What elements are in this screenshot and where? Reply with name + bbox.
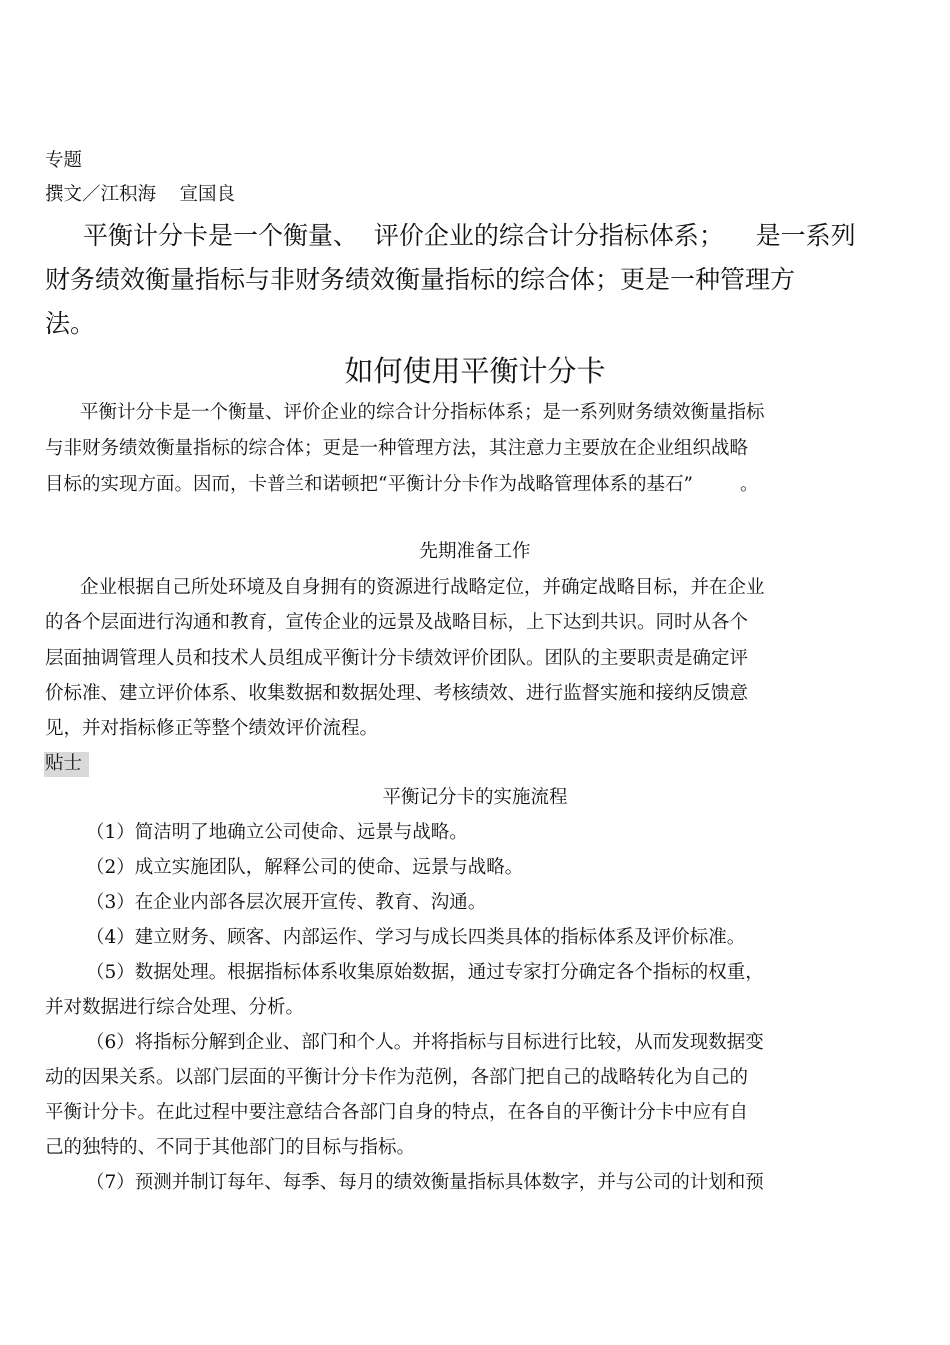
intro-line: 平衡计分卡是一个衡量、评价企业的综合计分指标体系；是一系列财务绩效衡量指标 [80,402,765,423]
category-label: 专题 [45,150,83,171]
prep-line: 价标准、建立评价体系、收集数据和数据处理、考核绩效、进行监督实施和接纳反馈意 [45,683,749,704]
article-title: 如何使用平衡计分卡 [344,354,606,388]
process-step-cont: 并对数据进行综合处理、分析。 [45,997,305,1018]
process-step-cont: 平衡计分卡。在此过程中要注意结合各部门自身的特点，在各自的平衡计分卡中应有自 [45,1102,749,1123]
lead-line: 平衡计分卡是一个衡量、 评价企业的综合计分指标体系； 是一系列 [83,221,856,250]
prep-line: 企业根据自己所处环境及自身拥有的资源进行战略定位，并确定战略目标，并在企业 [80,577,765,598]
process-step: （3）在企业内部各层次展开宣传、教育、沟通。 [86,892,487,913]
prep-line: 的各个层面进行沟通和教育，宣传企业的远景及战略目标，上下达到共识。同时从各个 [45,612,749,633]
section-heading: 先期准备工作 [419,541,531,562]
lead-line: 财务绩效衡量指标与非财务绩效衡量指标的综合体；更是一种管理方 [45,265,796,294]
prep-line: 见，并对指标修正等整个绩效评价流程。 [45,718,379,739]
process-step: （6）将指标分解到企业、部门和个人。并将指标与目标进行比较，从而发现数据变 [86,1032,764,1053]
process-heading: 平衡记分卡的实施流程 [382,787,568,808]
process-step-cont: 己的独特的、不同于其他部门的目标与指标。 [45,1137,416,1158]
process-step-cont: 动的因果关系。以部门层面的平衡计分卡作为范例，各部门把自己的战略转化为自己的 [45,1067,749,1088]
tip-label: 贴士 [45,753,83,774]
intro-line: 目标的实现方面。因而，卡普兰和诺顿把“平衡计分卡作为战略管理体系的基石” 。 [45,474,759,495]
process-step: （5）数据处理。根据指标体系收集原始数据，通过专家打分确定各个指标的权重， [86,962,764,983]
prep-line: 层面抽调管理人员和技术人员组成平衡计分卡绩效评价团队。团队的主要职责是确定评 [45,648,749,669]
process-step: （4）建立财务、顾客、内部运作、学习与成长四类具体的指标体系及评价标准。 [86,927,746,948]
process-step: （7）预测并制订每年、每季、每月的绩效衡量指标具体数字，并与公司的计划和预 [86,1172,764,1193]
process-step: （1）简洁明了地确立公司使命、远景与战略。 [86,822,468,843]
intro-line: 与非财务绩效衡量指标的综合体；更是一种管理方法，其注意力主要放在企业组织战略 [45,438,749,459]
lead-line: 法。 [45,309,96,338]
byline: 撰文／江积海 宣国良 [45,184,236,205]
process-step: （2）成立实施团队，解释公司的使命、远景与战略。 [86,857,524,878]
